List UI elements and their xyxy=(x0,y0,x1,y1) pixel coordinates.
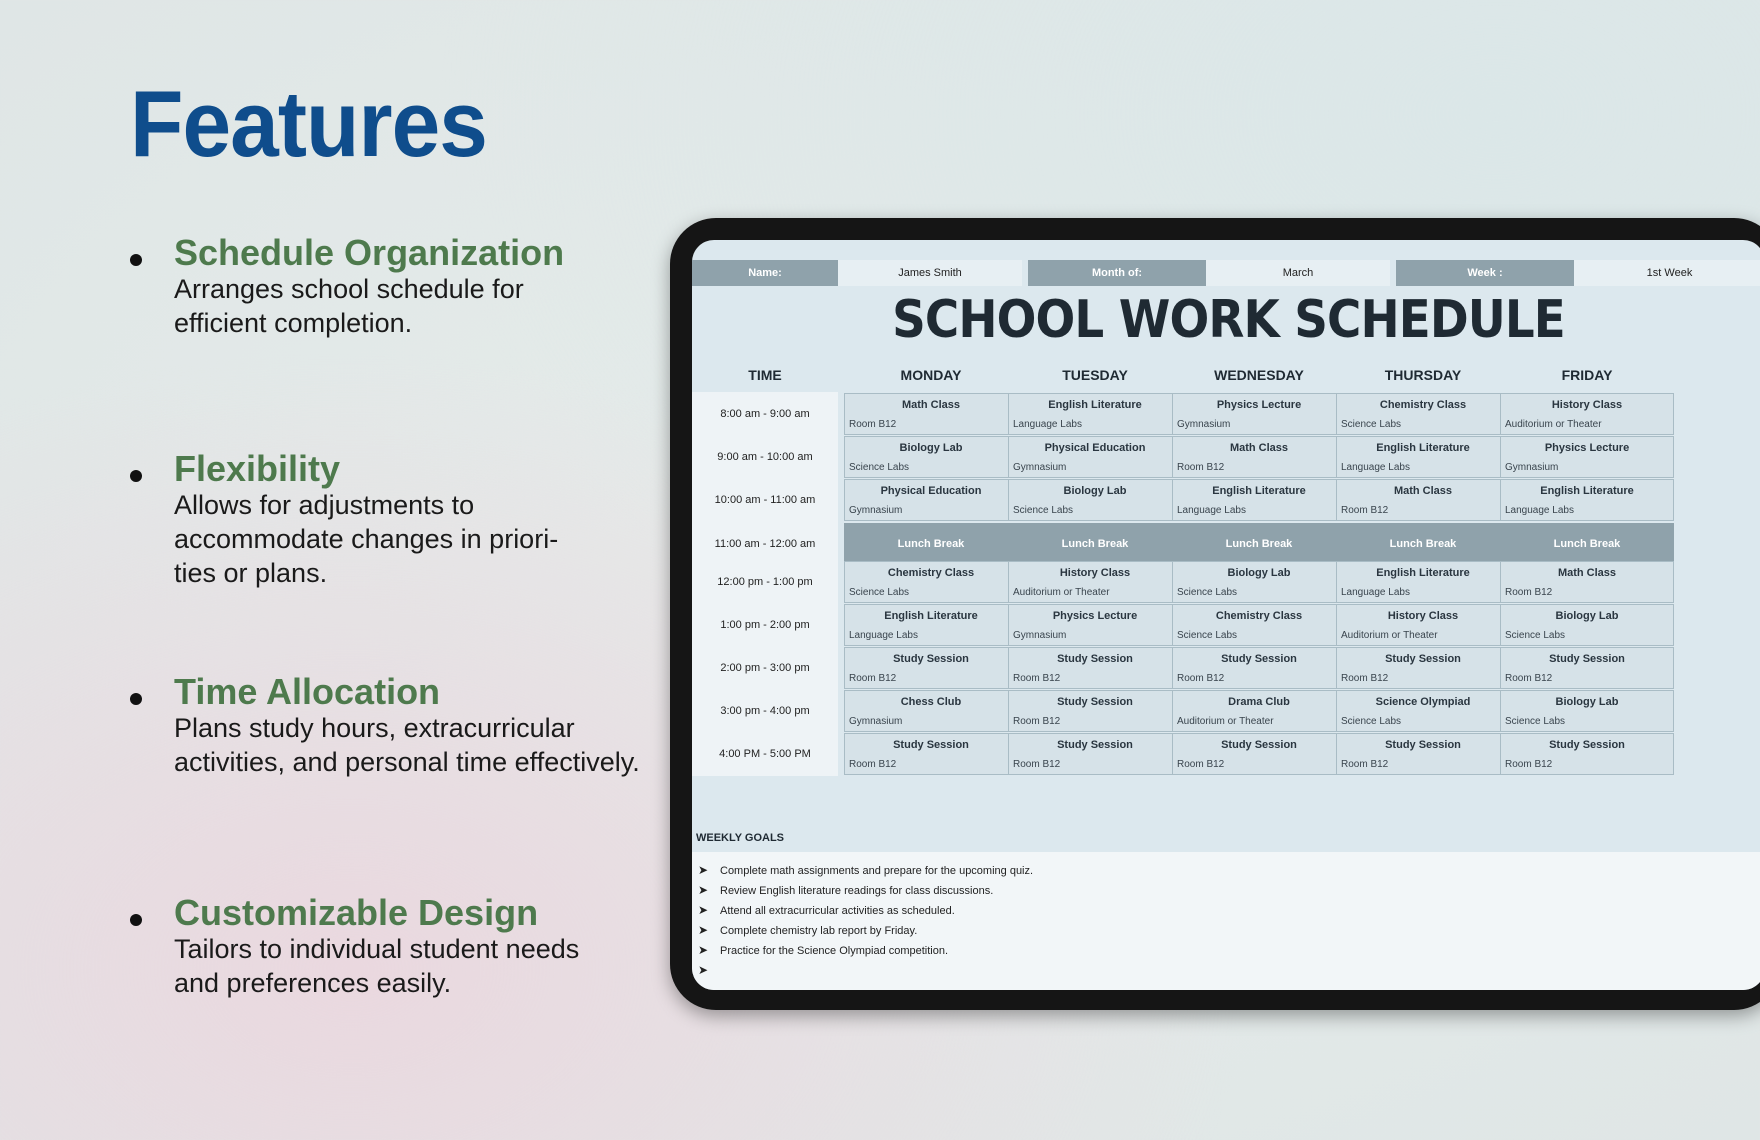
bullet-icon xyxy=(130,254,142,266)
class-name: English Literature xyxy=(884,610,978,622)
room-name: Auditorium or Theater xyxy=(1177,716,1274,727)
room-name: Room B12 xyxy=(1505,587,1553,598)
class-name: Lunch Break xyxy=(1225,538,1293,550)
weekly-goal-item[interactable] xyxy=(698,880,993,900)
feature-desc-line: activities, and personal time effectively. xyxy=(174,747,640,778)
class-name: Study Session xyxy=(1221,653,1297,665)
class-name: Biology Lab xyxy=(1555,610,1619,622)
time-slot-label: 11:00 am - 12:00 am xyxy=(692,522,838,566)
schedule-cell[interactable] xyxy=(1336,393,1510,435)
schedule-cell[interactable] xyxy=(1500,690,1674,732)
room-name: Gymnasium xyxy=(1013,462,1067,473)
schedule-cell[interactable] xyxy=(844,561,1018,603)
weekly-goal-item[interactable] xyxy=(698,920,917,940)
arrow-right-icon: ➤ xyxy=(698,903,709,917)
schedule-cell[interactable] xyxy=(1336,604,1510,646)
time-slot-label: 8:00 am - 9:00 am xyxy=(692,392,838,436)
room-name: Science Labs xyxy=(849,462,910,473)
feature-desc-line: Tailors to individual student needs xyxy=(174,934,580,965)
arrow-right-icon: ➤ xyxy=(698,943,709,957)
schedule-cell[interactable] xyxy=(1500,479,1674,521)
room-name: Science Labs xyxy=(1505,716,1566,727)
room-name: Gymnasium xyxy=(849,716,903,727)
feature-flexibility xyxy=(130,448,670,591)
schedule-cell[interactable] xyxy=(1336,647,1510,689)
class-name: Lunch Break xyxy=(1553,538,1621,550)
class-name: Physical Education xyxy=(880,485,982,497)
class-name: Study Session xyxy=(1057,653,1133,665)
schedule-cell[interactable] xyxy=(1500,436,1674,478)
schedule-cell[interactable] xyxy=(1172,393,1346,435)
room-name: Room B12 xyxy=(1341,759,1389,770)
room-name: Room B12 xyxy=(1341,673,1389,684)
month-value[interactable]: March xyxy=(1206,260,1390,286)
time-slot-label: 1:00 pm - 2:00 pm xyxy=(692,603,838,647)
schedule-cell[interactable] xyxy=(1008,561,1182,603)
class-name: Math Class xyxy=(1557,567,1617,579)
room-name: Science Labs xyxy=(849,587,910,598)
room-name: Gymnasium xyxy=(1505,462,1559,473)
room-name: Room B12 xyxy=(849,419,897,430)
lunch-break-cell[interactable] xyxy=(844,523,1018,565)
feature-desc-line: accommodate changes in priori- xyxy=(174,524,559,555)
room-name: Room B12 xyxy=(849,759,897,770)
room-name: Room B12 xyxy=(1013,673,1061,684)
feature-desc-line: Arranges school schedule for xyxy=(174,274,524,305)
class-name: History Class xyxy=(1551,399,1623,411)
time-slot-label: 3:00 pm - 4:00 pm xyxy=(692,689,838,733)
goal-text: Practice for the Science Olympiad competition. xyxy=(720,945,949,957)
class-name: Study Session xyxy=(1549,739,1625,751)
schedule-cell[interactable] xyxy=(1172,479,1346,521)
class-name: Chess Club xyxy=(900,696,962,708)
room-name: Language Labs xyxy=(1013,419,1082,430)
schedule-cell[interactable] xyxy=(1172,436,1346,478)
room-name: Room B12 xyxy=(1177,673,1225,684)
room-name: Room B12 xyxy=(1013,759,1061,770)
room-name: Language Labs xyxy=(1341,462,1410,473)
schedule-cell[interactable] xyxy=(844,393,1018,435)
schedule-cell[interactable] xyxy=(844,604,1018,646)
time-slot-label: 4:00 PM - 5:00 PM xyxy=(692,732,838,776)
page-title: Features xyxy=(130,71,487,176)
goal-text: Complete math assignments and prepare for the upcoming quiz. xyxy=(720,865,1034,877)
schedule-title: SCHOOL WORK SCHEDULE xyxy=(892,290,1565,350)
room-name: Room B12 xyxy=(1341,505,1389,516)
schedule-cell[interactable] xyxy=(1336,436,1510,478)
class-name: Biology Lab xyxy=(1555,696,1619,708)
class-name: Chemistry Class xyxy=(1379,399,1467,411)
class-name: Biology Lab xyxy=(1063,485,1127,497)
room-name: Language Labs xyxy=(1505,505,1574,516)
weekly-goal-item[interactable] xyxy=(698,860,1033,880)
feature-desc-line: efficient completion. xyxy=(174,308,413,339)
day-header-0: MONDAY xyxy=(900,367,962,383)
schedule-cell[interactable] xyxy=(1336,479,1510,521)
feature-customizable-design xyxy=(130,892,670,1001)
room-name: Language Labs xyxy=(1341,587,1410,598)
bullet-icon xyxy=(130,914,142,926)
room-name: Science Labs xyxy=(1505,630,1566,641)
class-name: Study Session xyxy=(1385,739,1461,751)
schedule-cell[interactable] xyxy=(1008,479,1182,521)
arrow-right-icon: ➤ xyxy=(698,863,709,877)
feature-title: Customizable Design xyxy=(174,892,539,933)
feature-schedule-organization xyxy=(130,232,670,341)
class-name: Physics Lecture xyxy=(1544,442,1630,454)
arrow-right-icon: ➤ xyxy=(698,923,709,937)
class-name: Lunch Break xyxy=(897,538,965,550)
weekly-goals-title: WEEKLY GOALS xyxy=(696,832,785,844)
class-name: Math Class xyxy=(1229,442,1289,454)
schedule-cell[interactable] xyxy=(844,436,1018,478)
lunch-break-cell[interactable] xyxy=(1500,523,1674,565)
class-name: English Literature xyxy=(1212,485,1306,497)
room-name: Auditorium or Theater xyxy=(1505,419,1602,430)
class-name: English Literature xyxy=(1376,442,1470,454)
class-name: Science Olympiad xyxy=(1375,696,1471,708)
lunch-break-cell[interactable] xyxy=(1336,523,1510,565)
tablet-screen xyxy=(692,240,1760,990)
weekly-goals-list xyxy=(692,852,1760,990)
class-name: Drama Club xyxy=(1228,696,1290,708)
schedule-cell[interactable] xyxy=(1172,604,1346,646)
time-slot-label: 9:00 am - 10:00 am xyxy=(692,435,838,479)
class-name: Physics Lecture xyxy=(1216,399,1302,411)
schedule-cell[interactable] xyxy=(1008,604,1182,646)
feature-title: Time Allocation xyxy=(174,671,441,712)
class-name: Math Class xyxy=(1393,485,1453,497)
class-name: History Class xyxy=(1059,567,1131,579)
room-name: Science Labs xyxy=(1177,587,1238,598)
week-label: Week : xyxy=(1396,260,1574,286)
class-name: English Literature xyxy=(1376,567,1470,579)
schedule-cell[interactable] xyxy=(844,733,1018,775)
schedule-cell[interactable] xyxy=(1500,561,1674,603)
schedule-cell[interactable] xyxy=(1336,561,1510,603)
class-name: English Literature xyxy=(1540,485,1634,497)
class-name: Math Class xyxy=(901,399,961,411)
schedule-cell[interactable] xyxy=(1336,690,1510,732)
class-name: History Class xyxy=(1387,610,1459,622)
room-name: Room B12 xyxy=(1505,673,1553,684)
goal-text: Attend all extracurricular activities as scheduled. xyxy=(720,905,955,917)
tablet-device xyxy=(670,218,1760,1010)
class-name: Lunch Break xyxy=(1061,538,1129,550)
class-name: Biology Lab xyxy=(899,442,963,454)
schedule-cell[interactable] xyxy=(1008,733,1182,775)
feature-desc-line: ties or plans. xyxy=(174,557,328,588)
weekly-goal-item[interactable] xyxy=(698,940,948,960)
day-header-4: FRIDAY xyxy=(1561,367,1613,383)
room-name: Science Labs xyxy=(1341,419,1402,430)
schedule-cell[interactable] xyxy=(1500,604,1674,646)
schedule-cell[interactable] xyxy=(1172,690,1346,732)
class-name: Physical Education xyxy=(1044,442,1146,454)
schedule-cell[interactable] xyxy=(1172,733,1346,775)
bullet-icon xyxy=(130,470,142,482)
class-name: Study Session xyxy=(1057,739,1133,751)
feature-time-allocation xyxy=(130,671,670,780)
feature-title: Schedule Organization xyxy=(174,232,565,273)
lunch-break-cell[interactable] xyxy=(1172,523,1346,565)
class-name: Chemistry Class xyxy=(887,567,975,579)
schedule-cell[interactable] xyxy=(1500,733,1674,775)
room-name: Gymnasium xyxy=(849,505,903,516)
room-name: Auditorium or Theater xyxy=(1341,630,1438,641)
feature-title: Flexibility xyxy=(174,448,341,489)
class-name: Study Session xyxy=(893,653,969,665)
schedule-cell[interactable] xyxy=(1008,436,1182,478)
class-name: Study Session xyxy=(1057,696,1133,708)
room-name: Science Labs xyxy=(1341,716,1402,727)
schedule-cell[interactable] xyxy=(1172,561,1346,603)
arrow-right-icon: ➤ xyxy=(698,883,709,897)
class-name: Chemistry Class xyxy=(1215,610,1303,622)
time-slot-label: 10:00 am - 11:00 am xyxy=(692,478,838,522)
room-name: Science Labs xyxy=(1013,505,1074,516)
weekly-goal-item[interactable] xyxy=(698,960,720,980)
schedule-cell[interactable] xyxy=(844,690,1018,732)
room-name: Room B12 xyxy=(1177,462,1225,473)
lunch-break-cell[interactable] xyxy=(1008,523,1182,565)
schedule-cell[interactable] xyxy=(844,647,1018,689)
schedule-cell[interactable] xyxy=(1008,690,1182,732)
room-name: Room B12 xyxy=(1177,759,1225,770)
goal-text: Review English literature readings for class discussions. xyxy=(720,885,994,897)
time-header: TIME xyxy=(748,367,782,383)
day-header-2: WEDNESDAY xyxy=(1214,367,1304,383)
room-name: Gymnasium xyxy=(1013,630,1067,641)
schedule-cell[interactable] xyxy=(1500,647,1674,689)
day-header-1: TUESDAY xyxy=(1062,367,1128,383)
week-value[interactable]: 1st Week xyxy=(1574,260,1760,286)
schedule-cell[interactable] xyxy=(1336,733,1510,775)
class-name: Study Session xyxy=(1221,739,1297,751)
goal-text: Complete chemistry lab report by Friday. xyxy=(720,925,918,937)
class-name: Study Session xyxy=(1385,653,1461,665)
room-name: Science Labs xyxy=(1177,630,1238,641)
feature-desc-line: Allows for adjustments to xyxy=(174,490,475,521)
schedule-cell[interactable] xyxy=(1008,393,1182,435)
class-name: Study Session xyxy=(1549,653,1625,665)
schedule-cell[interactable] xyxy=(844,479,1018,521)
room-name: Room B12 xyxy=(1505,759,1553,770)
name-label: Name: xyxy=(692,260,838,286)
room-name: Room B12 xyxy=(1013,716,1061,727)
day-header-3: THURSDAY xyxy=(1384,367,1462,383)
feature-desc-line: and preferences easily. xyxy=(174,968,452,999)
class-name: English Literature xyxy=(1048,399,1142,411)
schedule-cell[interactable] xyxy=(1500,393,1674,435)
arrow-right-icon: ➤ xyxy=(698,963,709,977)
room-name: Language Labs xyxy=(1177,505,1246,516)
room-name: Auditorium or Theater xyxy=(1013,587,1110,598)
room-name: Gymnasium xyxy=(1177,419,1231,430)
class-name: Physics Lecture xyxy=(1052,610,1138,622)
time-slot-label: 12:00 pm - 1:00 pm xyxy=(692,560,838,604)
schedule-cell[interactable] xyxy=(1008,647,1182,689)
room-name: Room B12 xyxy=(849,673,897,684)
bullet-icon xyxy=(130,693,142,705)
info-bar xyxy=(692,260,1760,286)
schedule-cell[interactable] xyxy=(1172,647,1346,689)
weekly-goal-item[interactable] xyxy=(698,900,955,920)
time-slot-label: 2:00 pm - 3:00 pm xyxy=(692,646,838,690)
month-label: Month of: xyxy=(1028,260,1206,286)
feature-desc-line: Plans study hours, extracurricular xyxy=(174,713,575,744)
class-name: Study Session xyxy=(893,739,969,751)
name-value[interactable]: James Smith xyxy=(838,260,1022,286)
class-name: Biology Lab xyxy=(1227,567,1291,579)
room-name: Language Labs xyxy=(849,630,918,641)
class-name: Lunch Break xyxy=(1389,538,1457,550)
